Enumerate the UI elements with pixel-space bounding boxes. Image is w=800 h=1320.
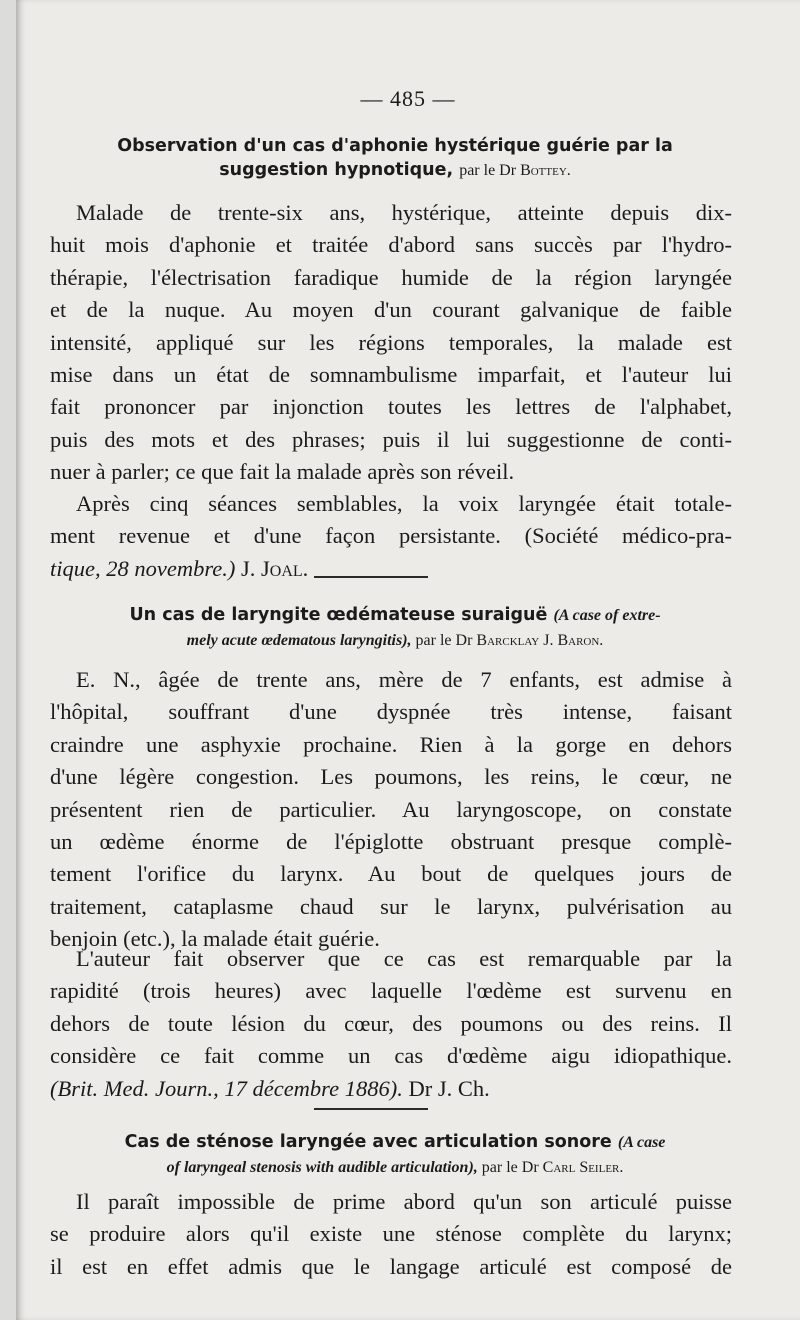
article-3-paragraph-1 <box>50 1186 732 1283</box>
text-line: présentent rien de particulier. Au laryngoscope, on constate <box>50 796 732 822</box>
article-3-title <box>50 1130 740 1180</box>
text-line: d'une légère congestion. Les poumons, les reins, le cœur, ne <box>50 764 732 790</box>
article-2-title-fr: Un cas de laryngite œdémateuse suraiguë <box>129 605 548 625</box>
text-line: Malade de trente-six ans, hystérique, atteinte depuis dix- <box>76 200 732 225</box>
text-line: huit mois d'aphonie et traitée d'abord sans succès par l'hydro- <box>50 232 732 258</box>
article-1-citation-row <box>50 553 732 585</box>
article-2-paragraph-2 <box>50 943 732 1073</box>
article-2-author: Barcklay J. Baron. <box>476 632 604 649</box>
article-1-citation: tique, 28 novembre.) <box>50 556 236 581</box>
article-1-title-line2: suggestion hypnotique, <box>219 160 454 180</box>
text-line: considère ce fait comme un cas d'œdème aigu idiopathique. <box>50 1043 732 1069</box>
text-line: rapidité (trois heures) avec laquelle l'œdème est survenu en <box>50 978 732 1004</box>
article-2-byline-prefix: par le Dr <box>415 632 477 649</box>
text-line: l'hôpital, souffrant d'une dyspnée très intense, faisant <box>50 699 732 725</box>
article-2-paragraph-1 <box>50 664 732 956</box>
text-line: se produire alors qu'il existe une sténose complète du larynx; <box>50 1221 732 1247</box>
page-number: — 485 — <box>360 86 456 111</box>
text-line: un œdème énorme de l'épiglotte obstruant presque complè- <box>50 829 732 855</box>
text-line: dehors de toute lésion du cœur, des poumons ou des reins. Il <box>50 1010 732 1036</box>
article-3-title-en-2: of laryngeal stenosis with audible articulation), <box>166 1159 478 1176</box>
text-line: E. N., âgée de trente ans, mère de 7 enfants, est admise à <box>76 667 732 692</box>
article-3-title-en-1: (A case <box>617 1134 666 1151</box>
text-line: Il paraît impossible de prime abord qu'un son articulé puisse <box>76 1189 732 1214</box>
article-1-byline <box>459 162 571 179</box>
text-line: et de la nuque. Au moyen d'un courant galvanique de faible <box>50 297 732 323</box>
text-line: mise dans un état de somnambulisme imparfait, et l'auteur lui <box>50 362 732 388</box>
text-line: il est en effet admis que le langage articulé est composé de <box>50 1253 732 1279</box>
document-page <box>16 0 800 1320</box>
article-1-paragraph-1 <box>50 197 732 489</box>
text-line: tement l'orifice du larynx. Au bout de quelques jours de <box>50 861 732 887</box>
text-line: ment revenue et d'une façon persistante. (Société médico-pra- <box>50 523 732 549</box>
article-2-signature: Dr J. Ch. <box>408 1076 490 1101</box>
article-2-title-en-1: (A case of extre- <box>553 607 661 624</box>
section-divider-1 <box>314 576 428 578</box>
text-line: thérapie, l'électrisation faradique humide de la région laryngée <box>50 264 732 290</box>
text-line: intensité, appliqué sur les régions temporales, la malade est <box>50 329 732 355</box>
text-line: puis des mots et des phrases; puis il lui suggestionne de conti- <box>50 426 732 452</box>
article-3-title-fr: Cas de sténose laryngée avec articulation sonore <box>124 1132 612 1152</box>
article-1-title <box>50 134 740 183</box>
article-3-author: Carl Seiler. <box>542 1159 624 1176</box>
text-line: traitement, cataplasme chaud sur le larynx, pulvérisation au <box>50 893 732 919</box>
article-2-title-en-2: mely acute œdematous laryngitis), <box>186 632 412 649</box>
text-line: L'auteur fait observer que ce cas est remarquable par la <box>76 946 732 971</box>
article-1-byline-prefix: par le Dr <box>459 162 521 179</box>
text-line: craindre une asphyxie prochaine. Rien à la gorge en dehors <box>50 731 732 757</box>
text-line: fait prononcer par injonction toutes les lettres de l'alphabet, <box>50 394 732 420</box>
article-1-paragraph-2 <box>50 488 732 553</box>
article-2-citation-row <box>50 1073 732 1105</box>
article-1-title-line1: Observation d'un cas d'aphonie hystérique guérie par la <box>117 136 673 156</box>
text-line: nuer à parler; ce que fait la malade après son réveil. <box>50 459 515 485</box>
article-2-citation: (Brit. Med. Journ., 17 décembre 1886). <box>50 1076 403 1101</box>
text-line: Après cinq séances semblables, la voix laryngée était totale- <box>76 491 732 516</box>
text-line: benjoin (etc.), la malade était guérie. <box>50 926 380 952</box>
article-3-byline-prefix: par le Dr <box>481 1159 543 1176</box>
article-2-title <box>50 603 740 653</box>
article-1-signature: J. Joal. <box>241 556 309 581</box>
section-divider-2 <box>314 1108 428 1110</box>
article-1-author: Bottey. <box>520 162 571 179</box>
